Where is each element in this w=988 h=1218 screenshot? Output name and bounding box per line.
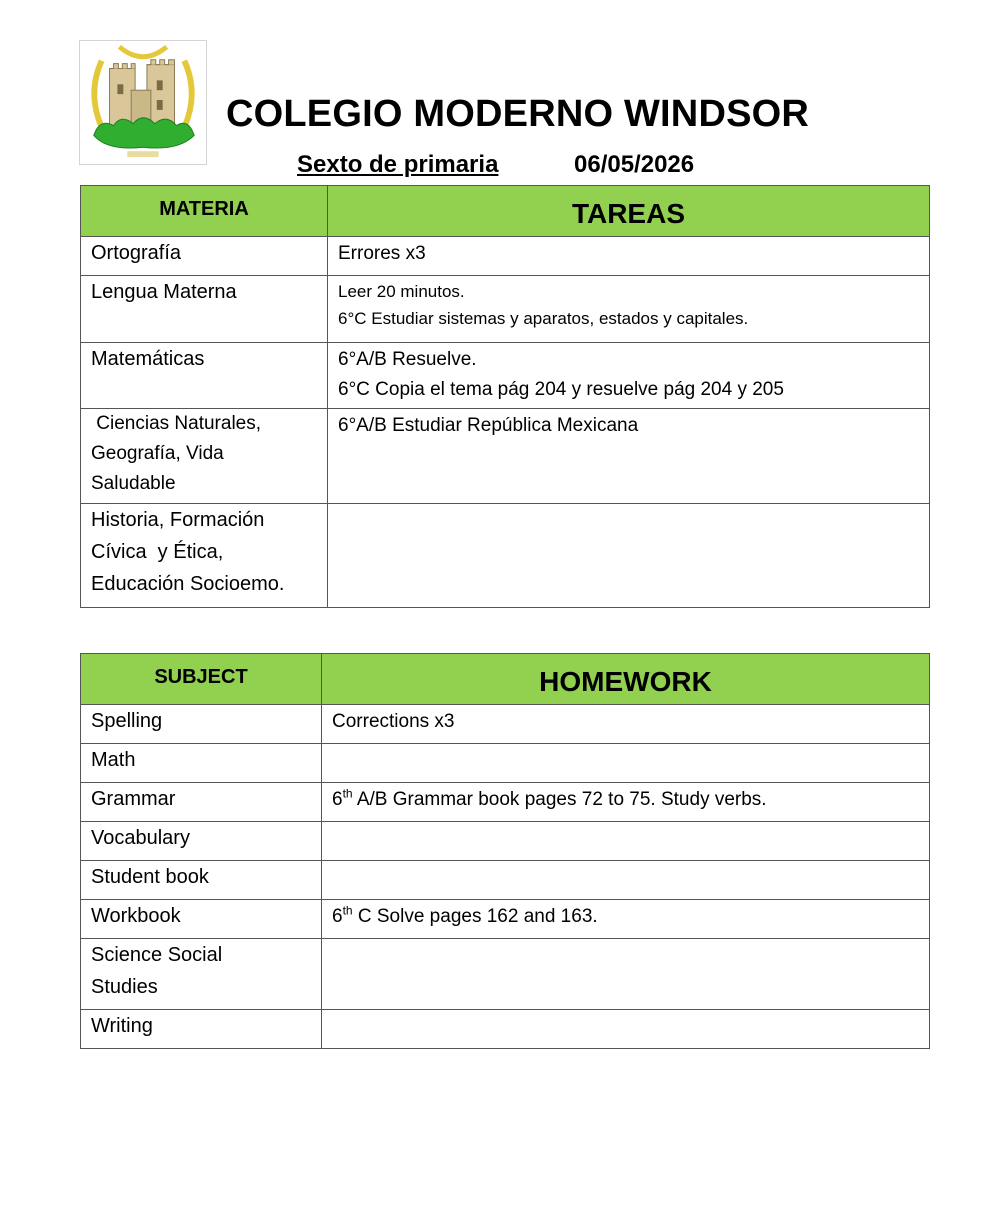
subject-cell — [81, 939, 322, 1010]
subject-cell — [81, 744, 322, 783]
subject-cell — [81, 861, 322, 900]
subject-cell — [81, 822, 322, 861]
homework-sup: th — [342, 786, 353, 801]
task-cell — [328, 276, 930, 343]
task-cell — [328, 343, 930, 409]
subject-cell — [81, 343, 328, 409]
homework-cell — [322, 861, 930, 900]
subject-cell — [81, 504, 328, 608]
subject-text: Studies — [91, 976, 158, 998]
homework-cell — [322, 900, 930, 939]
castle-crest-icon — [80, 41, 206, 164]
subject-text: Geografía, Vida — [91, 443, 224, 464]
table-row — [81, 237, 930, 276]
subject-text: Lengua Materna — [91, 281, 237, 303]
subject-text: Ortografía — [91, 242, 182, 264]
homework-text: A/B Grammar book pages 72 to 75. Study verbs. — [352, 789, 767, 810]
column-header-materia: MATERIA — [81, 186, 328, 237]
task-text: 6°C Estudiar sistemas y aparatos, estados y capitales. — [338, 309, 749, 328]
table-row — [81, 744, 930, 783]
table-header-row — [81, 654, 930, 705]
school-logo — [79, 40, 207, 165]
homework-sup: th — [342, 903, 353, 918]
subject-text: Spelling — [91, 710, 163, 732]
task-text: 6°A/B Estudiar República Mexicana — [338, 415, 639, 436]
date-label: 06/05/2026 — [574, 151, 695, 178]
school-name: COLEGIO MODERNO WINDSOR — [226, 93, 810, 135]
subject-text: Cívica y Ética, — [91, 541, 224, 563]
subject-text: Saludable — [91, 473, 176, 494]
subject-text: Grammar — [91, 788, 176, 810]
subject-text: Matemáticas — [91, 348, 205, 370]
table-row — [81, 1010, 930, 1049]
task-cell — [328, 504, 930, 608]
subject-cell — [81, 783, 322, 822]
table-row — [81, 783, 930, 822]
subject-text: Vocabulary — [91, 827, 190, 849]
subject-cell — [81, 409, 328, 504]
subject-cell — [81, 900, 322, 939]
subject-text: Student book — [91, 866, 209, 888]
homework-cell — [322, 744, 930, 783]
subject-text: Educación Socioemo. — [91, 573, 285, 595]
subject-text: Writing — [91, 1015, 153, 1037]
homework-cell — [322, 939, 930, 1010]
column-header-homework: HOMEWORK — [322, 654, 930, 705]
homework-cell — [322, 705, 930, 744]
subject-cell — [81, 705, 322, 744]
table-row — [81, 939, 930, 1010]
subject-text: Workbook — [91, 905, 181, 927]
table-row — [81, 276, 930, 343]
table-row — [81, 822, 930, 861]
task-text: Errores x3 — [338, 243, 426, 264]
task-text: 6°C Copia el tema pág 204 y resuelve pág 204 y 205 — [338, 379, 784, 400]
homework-text: C Solve pages 162 and 163. — [352, 906, 598, 927]
grade-label: Sexto de primaria — [297, 151, 499, 178]
table-row — [81, 900, 930, 939]
table-header-row — [81, 186, 930, 237]
homework-prefix: 6 — [332, 789, 343, 810]
task-text: 6°A/B Resuelve. — [338, 349, 477, 370]
subject-text: Ciencias Naturales, — [91, 413, 262, 434]
subject-cell — [81, 1010, 322, 1049]
homework-cell — [322, 783, 930, 822]
column-header-subject: SUBJECT — [81, 654, 322, 705]
table-row — [81, 409, 930, 504]
subject-text: Science Social — [91, 944, 223, 966]
task-text: Leer 20 minutos. — [338, 282, 465, 301]
spanish-homework-table — [80, 185, 930, 608]
table-row — [81, 861, 930, 900]
subject-text: Math — [91, 749, 136, 771]
subject-text: Historia, Formación — [91, 509, 265, 531]
table-row — [81, 504, 930, 608]
homework-prefix: 6 — [332, 906, 343, 927]
subject-cell — [81, 276, 328, 343]
table-row — [81, 343, 930, 409]
task-cell — [328, 237, 930, 276]
english-homework-table — [80, 653, 930, 1049]
column-header-tareas: TAREAS — [328, 186, 930, 237]
table-row — [81, 705, 930, 744]
homework-cell — [322, 1010, 930, 1049]
task-cell — [328, 409, 930, 504]
homework-text: Corrections x3 — [332, 711, 455, 732]
homework-cell — [322, 822, 930, 861]
subject-cell — [81, 237, 328, 276]
